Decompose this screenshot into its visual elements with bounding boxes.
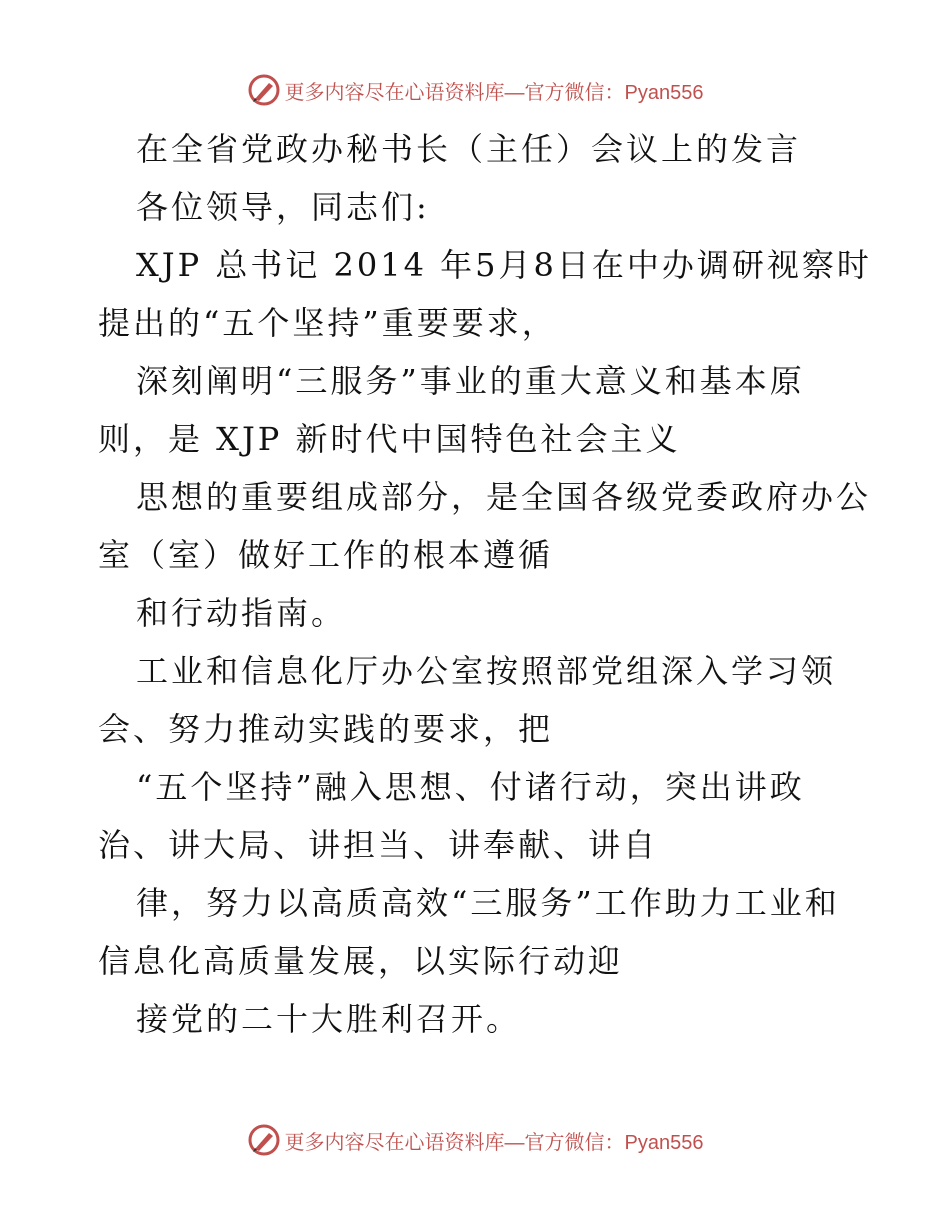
- watermark-footer: [0, 1120, 950, 1160]
- paragraph-line: 室（室）做好工作的根本遵循: [98, 536, 554, 574]
- paragraph-line: “五个坚持”融入思想、付诸行动，突出讲政: [136, 768, 805, 806]
- paragraph-line: 深刻阐明“三服务”事业的重大意义和基本原: [136, 362, 805, 400]
- watermark-header: [0, 70, 950, 110]
- paragraph-line: 提出的“五个坚持”重要要求，: [98, 304, 557, 342]
- paragraph-line: 接党的二十大胜利召开。: [136, 1000, 522, 1038]
- paragraph-line: 会、努力推动实践的要求，把: [98, 710, 554, 748]
- paragraph-line: 思想的重要组成部分，是全国各级党委政府办公: [136, 478, 872, 516]
- paragraph-line: 信息化高质量发展，以实际行动迎: [98, 942, 624, 980]
- paragraph-line: 律，努力以高质高效“三服务”工作助力工业和: [136, 884, 840, 922]
- watermark-text: 更多内容尽在心语资料库—官方微信：Pyan556: [284, 1131, 704, 1154]
- pen-seal-icon: [247, 1123, 281, 1157]
- document-title: 在全省党政办秘书长（主任）会议上的发言: [136, 130, 802, 168]
- watermark-text: 更多内容尽在心语资料库—官方微信：Pyan556: [284, 81, 704, 104]
- paragraph-line: XJP 总书记 2014 年5月8日在中办调研视察时: [136, 246, 872, 284]
- paragraph-line: 工业和信息化厅办公室按照部党组深入学习领: [136, 652, 837, 690]
- pen-seal-icon: [247, 73, 281, 107]
- paragraph-line: 和行动指南。: [136, 594, 347, 632]
- salutation: 各位领导，同志们:: [136, 188, 430, 226]
- paragraph-line: 则，是 XJP 新时代中国特色社会主义: [98, 420, 681, 458]
- paragraph-line: 治、讲大局、讲担当、讲奉献、讲自: [98, 826, 659, 864]
